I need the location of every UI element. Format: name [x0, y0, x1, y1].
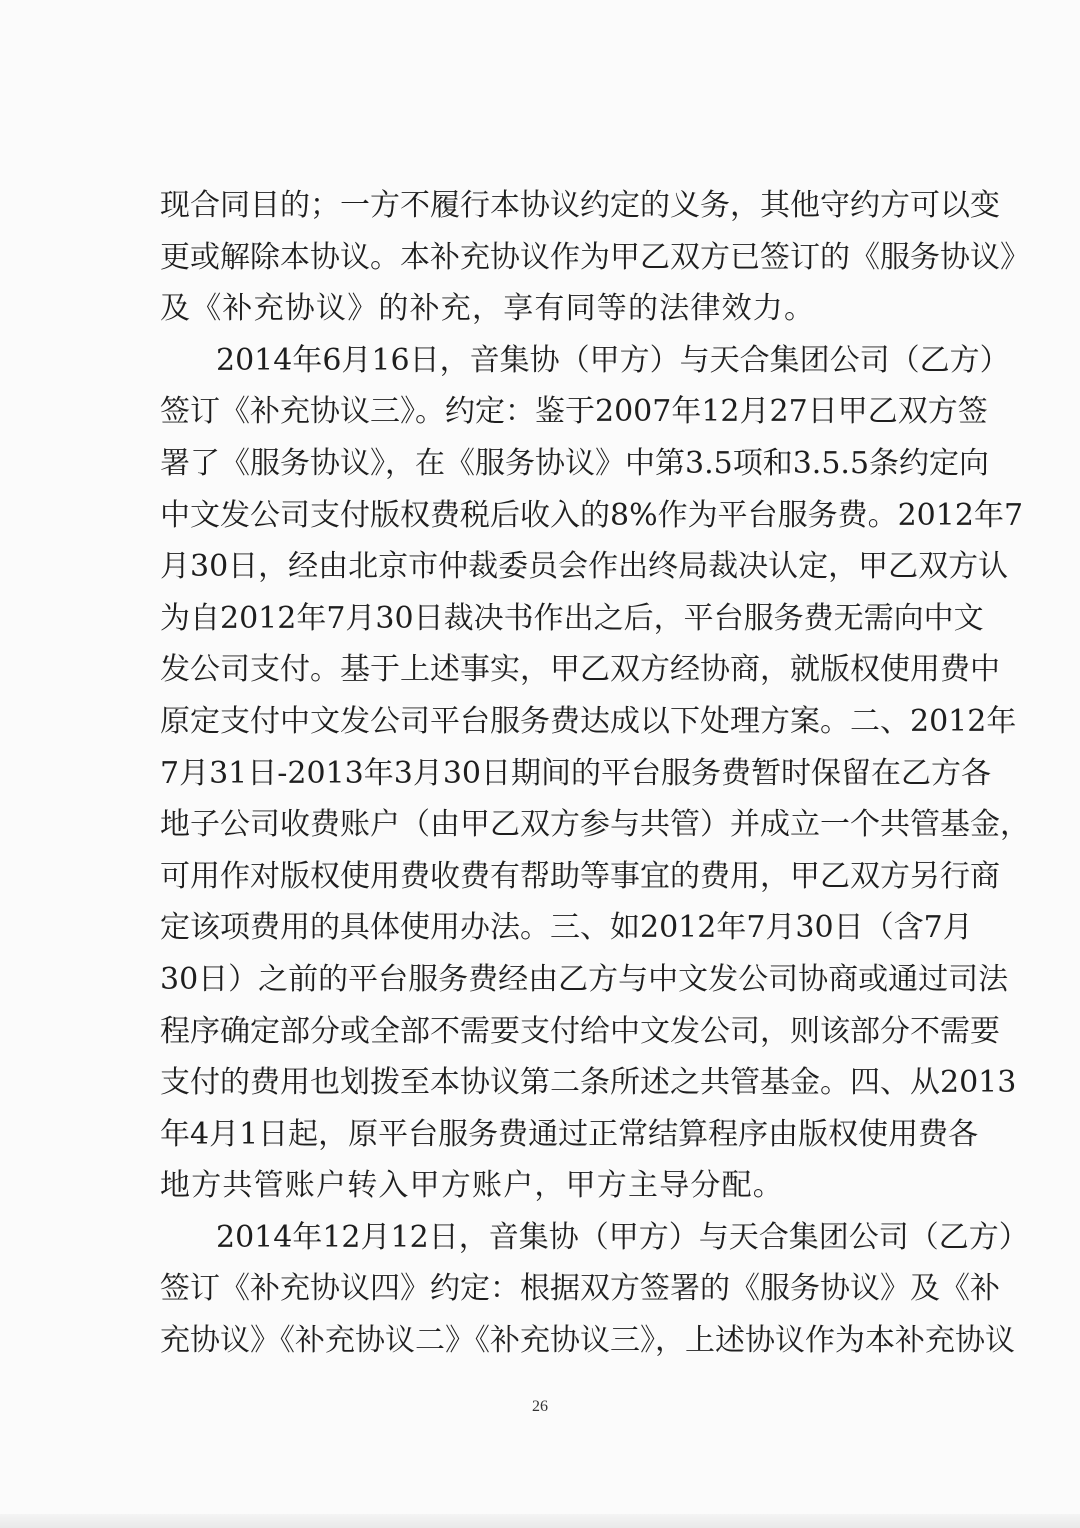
text-line: 地方共管账户转入甲方账户，甲方主导分配。 — [160, 1168, 784, 1204]
text-line: 支付的费用也划拨至本协议第二条所述之共管基金。四、从2013 — [160, 1065, 1017, 1101]
paragraph-start-line: 2014年12月12日，音集协（甲方）与天合集团公司（乙方） — [216, 1219, 1029, 1255]
text-line: 年4月1日起，原平台服务费通过正常结算程序由版权使用费各 — [160, 1116, 979, 1152]
text-line: 现合同目的；一方不履行本协议约定的义务，其他守约方可以变 — [160, 188, 1000, 223]
page-number: 26 — [532, 1398, 548, 1415]
text-line: 及《补充协议》的补充，享有同等的法律效力。 — [160, 291, 816, 327]
text-line: 月30日，经由北京市仲裁委员会作出终局裁决认定，甲乙双方认 — [160, 549, 1009, 585]
text-line: 程序确定部分或全部不需要支付给中文发公司，则该部分不需要 — [160, 1013, 1000, 1049]
text-line: 发公司支付。基于上述事实，甲乙双方经协商，就版权使用费中 — [160, 652, 1000, 688]
text-line: 中文发公司支付版权费税后收入的8%作为平台服务费。2012年7 — [160, 497, 1024, 533]
text-line: 签订《补充协议四》约定：根据双方签署的《服务协议》及《补 — [160, 1271, 1000, 1307]
text-line: 充协议》《补充协议二》《补充协议三》，上述协议作为本补充协议 — [160, 1323, 1015, 1359]
text-line: 署了《服务协议》，在《服务协议》中第3.5项和3.5.5条约定向 — [160, 445, 990, 481]
text-line: 30日）之前的平台服务费经由乙方与中文发公司协商或通过司法 — [160, 961, 1009, 997]
text-line: 定该项费用的具体使用办法。三、如2012年7月30日（含7月 — [160, 910, 973, 946]
paragraph-start-line: 2014年6月16日，音集协（甲方）与天合集团公司（乙方） — [216, 342, 1010, 378]
text-line: 可用作对版权使用费收费有帮助等事宜的费用，甲乙双方另行商 — [160, 858, 1000, 894]
text-line: 签订《补充协议三》。约定：鉴于2007年12月27日甲乙双方签 — [160, 394, 988, 430]
text-line: 7月31日-2013年3月30日期间的平台服务费暂时保留在乙方各 — [160, 755, 992, 791]
document-body — [160, 180, 1030, 1367]
page-bottom-edge — [0, 1514, 1080, 1528]
text-line: 地子公司收费账户（由甲乙双方参与共管）并成立一个共管基金， — [160, 807, 1030, 843]
text-line: 为自2012年7月30日裁决书作出之后，平台服务费无需向中文 — [160, 600, 984, 636]
text-line: 更或解除本协议。本补充协议作为甲乙双方已签订的《服务协议》 — [160, 239, 1030, 275]
text-line: 原定支付中文发公司平台服务费达成以下处理方案。二、2012年 — [160, 703, 1017, 739]
